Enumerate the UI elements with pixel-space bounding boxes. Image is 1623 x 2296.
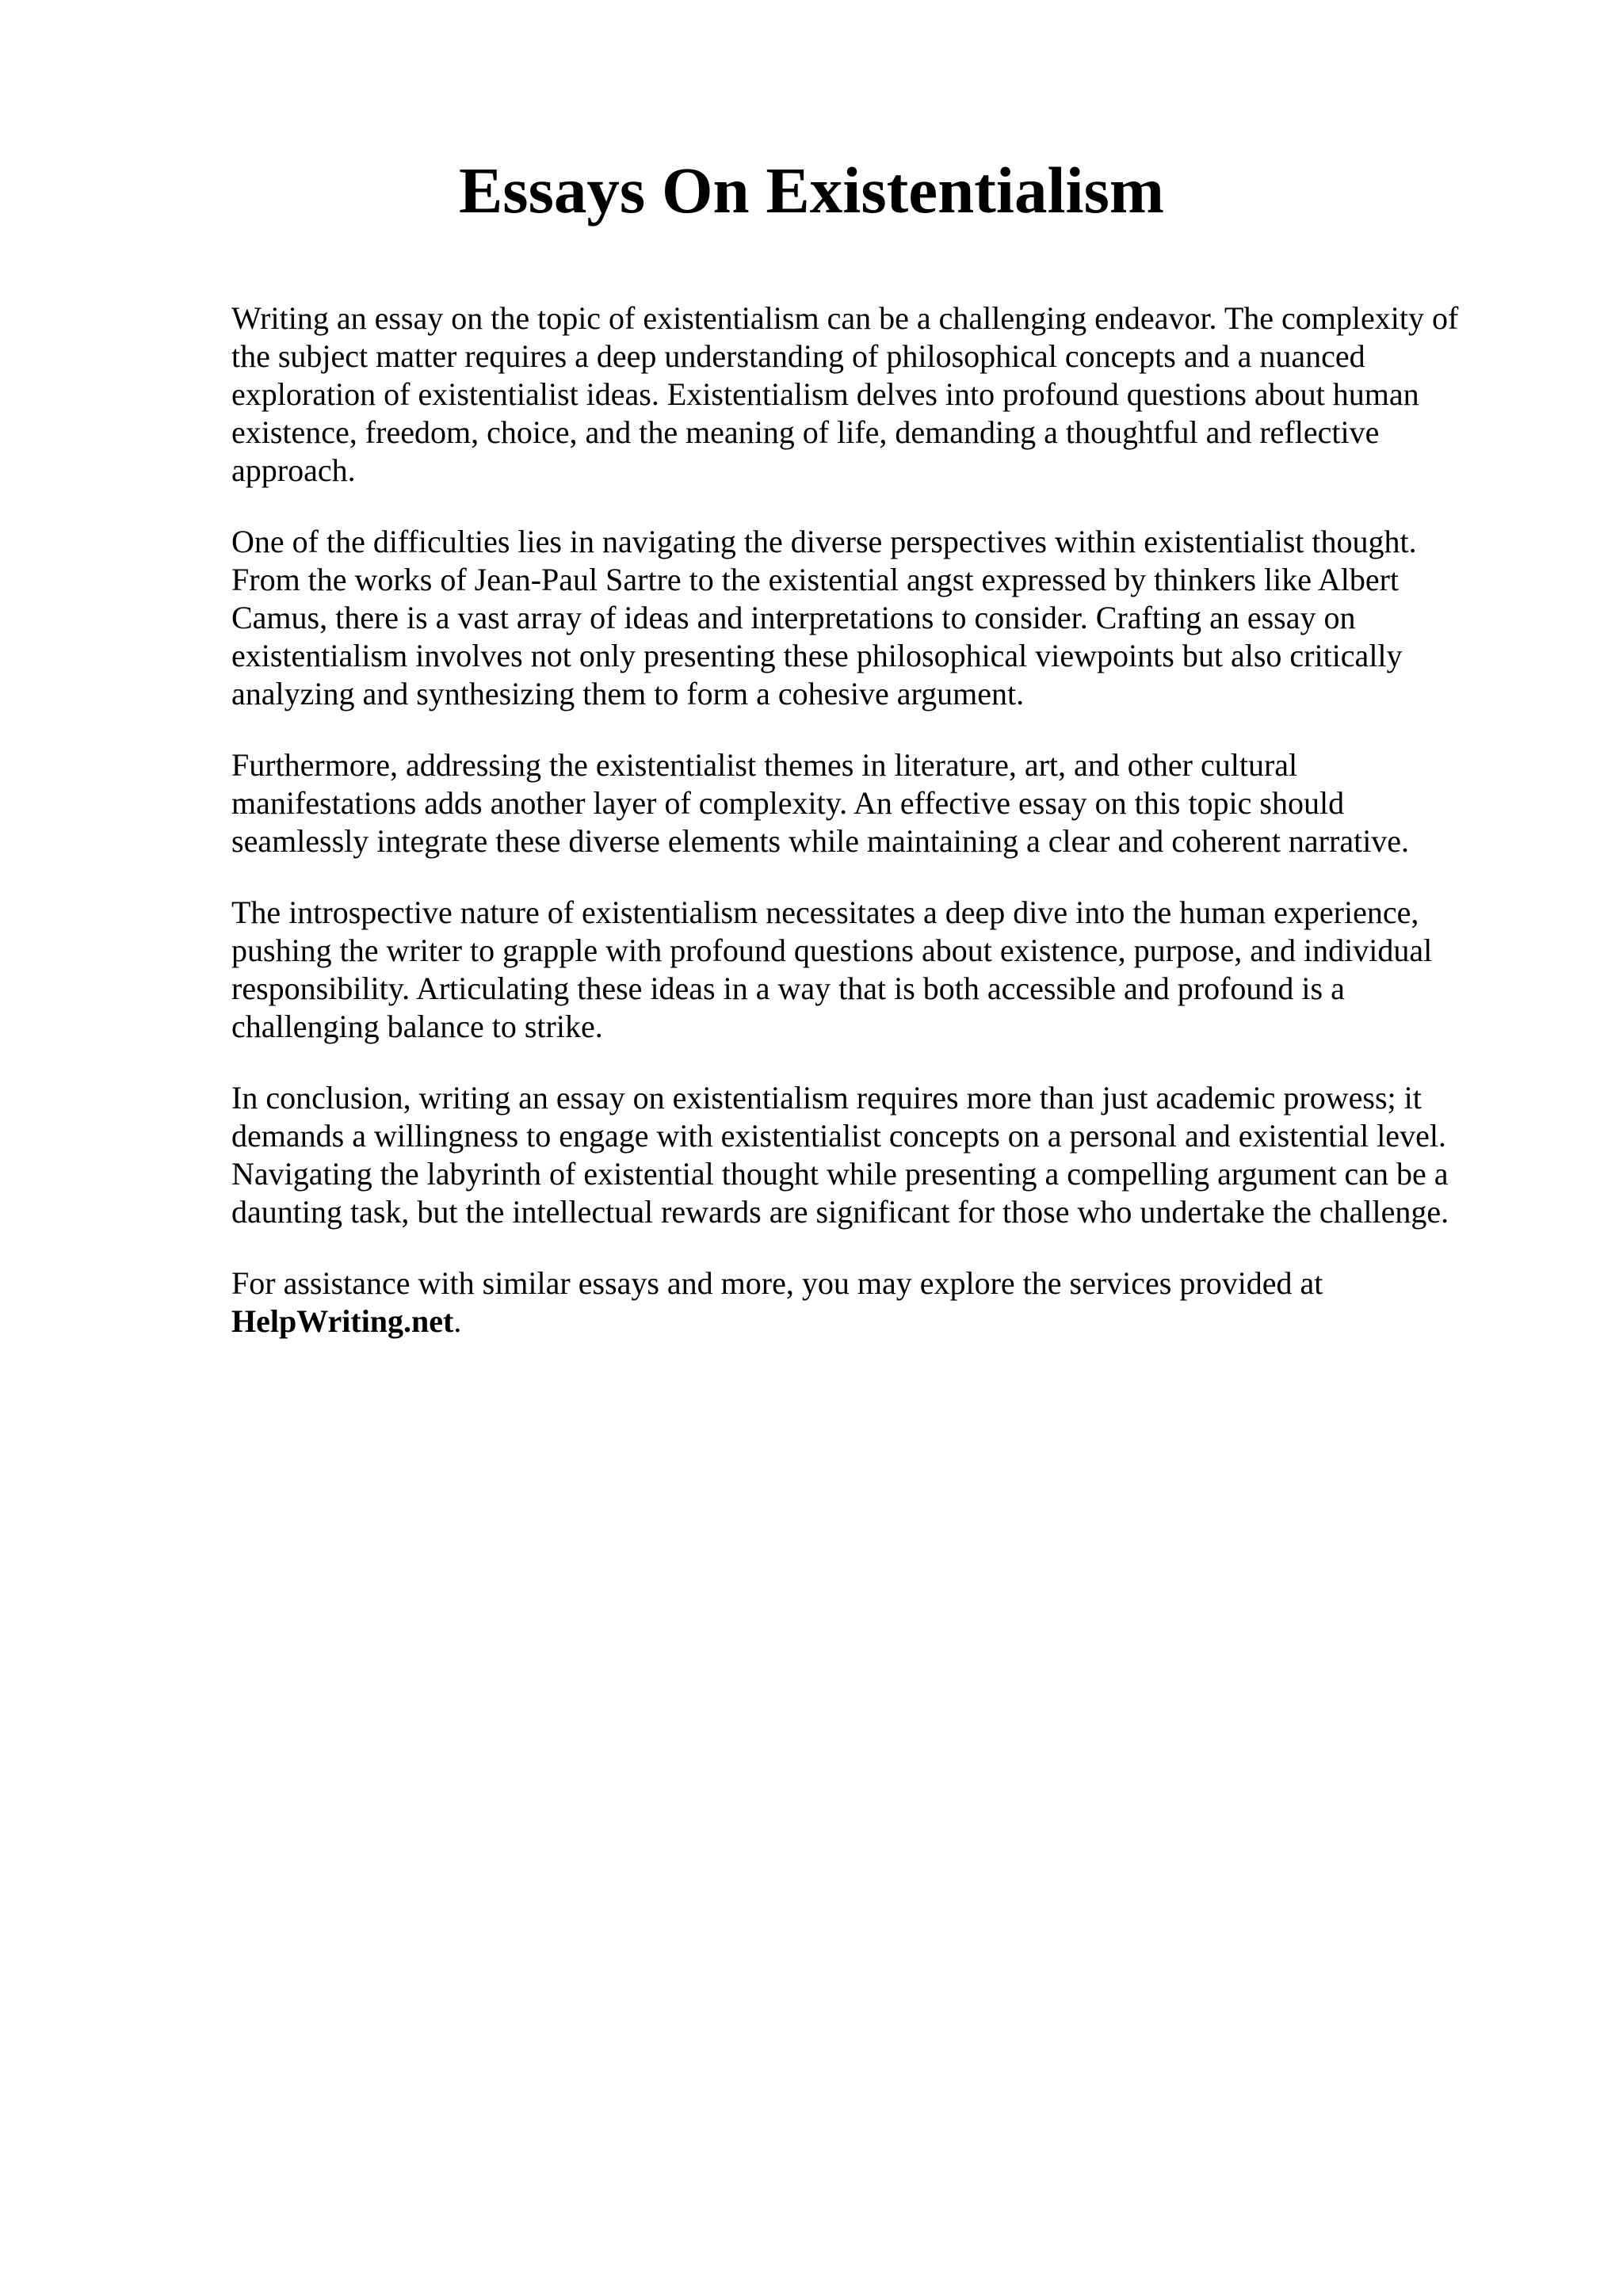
paragraph-1 [231,299,1531,490]
helpwriting-link[interactable]: HelpWriting.net [231,1303,454,1339]
text-line: One of the difficulties lies in navigating the diverse perspectives within existentialist thought. [231,524,1417,559]
text-line: approach. [231,452,356,488]
text-line: challenging balance to strike. [231,1009,603,1044]
closing-paragraph [231,1264,1531,1341]
text-line: pushing the writer to grapple with profound questions about existence, purpose, and individual [231,933,1433,968]
paragraph-2 [231,523,1531,713]
closing-suffix: . [453,1303,462,1339]
paragraph-3 [231,746,1531,860]
text-line: The introspective nature of existentialism necessitates a deep dive into the human experience, [231,894,1419,930]
text-line: daunting task, but the intellectual rewards are significant for those who undertake the challenge. [231,1194,1449,1230]
text-line: Camus, there is a vast array of ideas and interpretations to consider. Crafting an essay on [231,600,1356,635]
text-line [231,1302,1531,1341]
text-line: existentialism involves not only presenting these philosophical viewpoints but also critically [231,638,1403,673]
text-line: the subject matter requires a deep understanding of philosophical concepts and a nuanced [231,338,1365,374]
document-body [231,299,1531,1374]
text-line: For assistance with similar essays and more, you may explore the services provided at [231,1265,1323,1301]
text-line: manifestations adds another layer of complexity. An effective essay on this topic should [231,785,1345,821]
paragraph-5 [231,1079,1531,1231]
text-line: seamlessly integrate these diverse elements while maintaining a clear and coherent narrative. [231,823,1410,859]
text-line: existence, freedom, choice, and the meaning of life, demanding a thoughtful and reflective [231,414,1380,450]
text-line: In conclusion, writing an essay on existentialism requires more than just academic prowess; it [231,1080,1422,1116]
text-line: Navigating the labyrinth of existential thought while presenting a compelling argument can be a [231,1156,1449,1192]
paragraph-4 [231,894,1531,1046]
text-line: exploration of existentialist ideas. Existentialism delves into profound questions about human [231,376,1419,412]
text-line: analyzing and synthesizing them to form a cohesive argument. [231,676,1025,711]
text-line: From the works of Jean-Paul Sartre to the existential angst expressed by thinkers like Albert [231,562,1400,597]
text-line: Furthermore, addressing the existentialist themes in literature, art, and other cultural [231,747,1298,783]
document-title: Essays On Existentialism [458,154,1165,227]
text-line: responsibility. Articulating these ideas in a way that is both accessible and profound is a [231,971,1345,1006]
text-line: Writing an essay on the topic of existentialism can be a challenging endeavor. The complexity of [231,300,1459,336]
text-line: demands a willingness to engage with existentialist concepts on a personal and existential level. [231,1118,1446,1154]
